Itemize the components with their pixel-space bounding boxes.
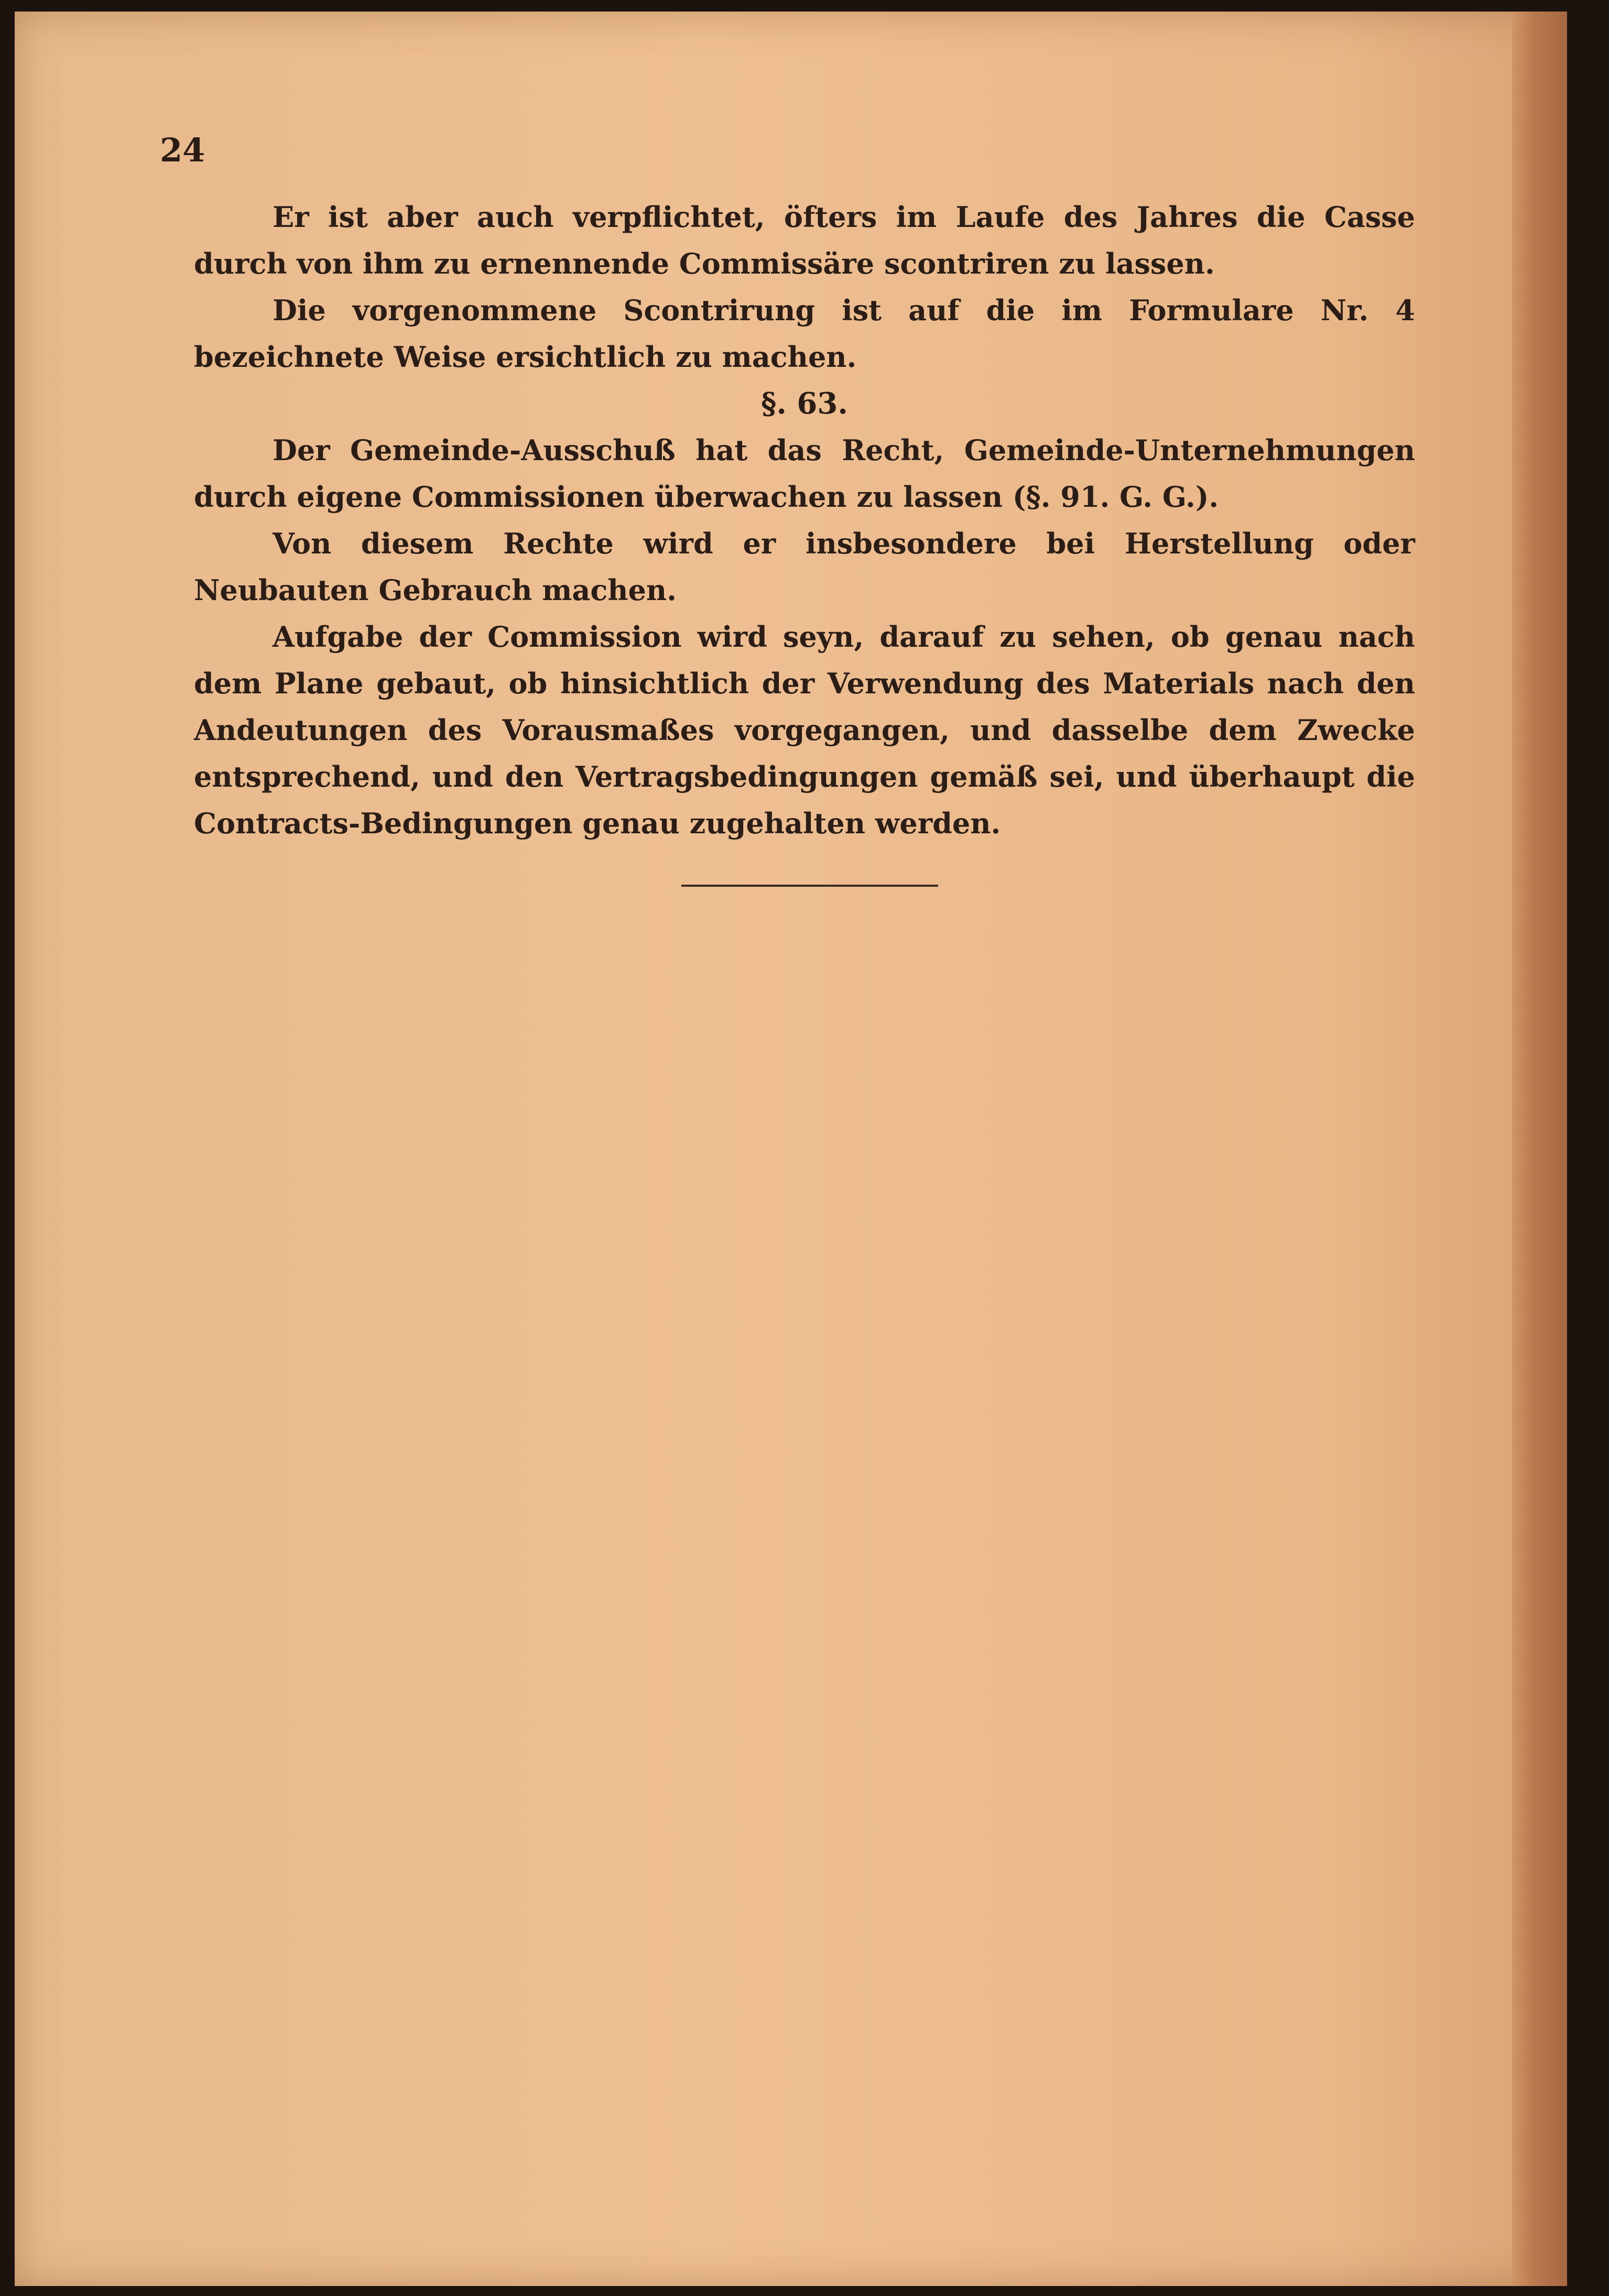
section-divider-rule (681, 885, 938, 887)
section-heading: §. 63. (761, 386, 848, 421)
paragraph-use-of-right: Von diesem Rechte wird er insbesondere bei Herstellung oder Neubauten Gebrauch machen. (194, 527, 1415, 607)
page-spine-edge (1512, 12, 1567, 2286)
show-through-region (189, 917, 1394, 2123)
page-number: 24 (160, 131, 205, 169)
body-text (194, 194, 1415, 847)
paragraph-committee-right: Der Gemeinde-Ausschuß hat das Recht, Gemeinde-Unternehmungen durch eigene Commissionen überwachen zu lassen (§. 91. G. G.). (194, 433, 1415, 514)
paragraph-scontrirung: Die vorgenommene Scontrirung ist auf die im Formulare Nr. 4 bezeichnete Weise ersichtlich zu machen. (194, 293, 1415, 374)
paragraph-cash-audit: Er ist aber auch verpflichtet, öfters im Laufe des Jahres die Casse durch von ihm zu ernennende Commissäre scontriren zu lassen. (194, 200, 1415, 280)
paragraph-commission-task: Aufgabe der Commission wird seyn, darauf zu sehen, ob genau nach dem Plane gebaut, ob hinsichtlich der Verwendung des Materials nach den Andeutungen des Vorausmaßes vorgegangen, und dasselbe dem Zwecke entsprechend, und den Vertragsbedingungen gemäß sei, und überhaupt die Contracts-Bedingungen genau zugehalten werden. (194, 620, 1415, 840)
